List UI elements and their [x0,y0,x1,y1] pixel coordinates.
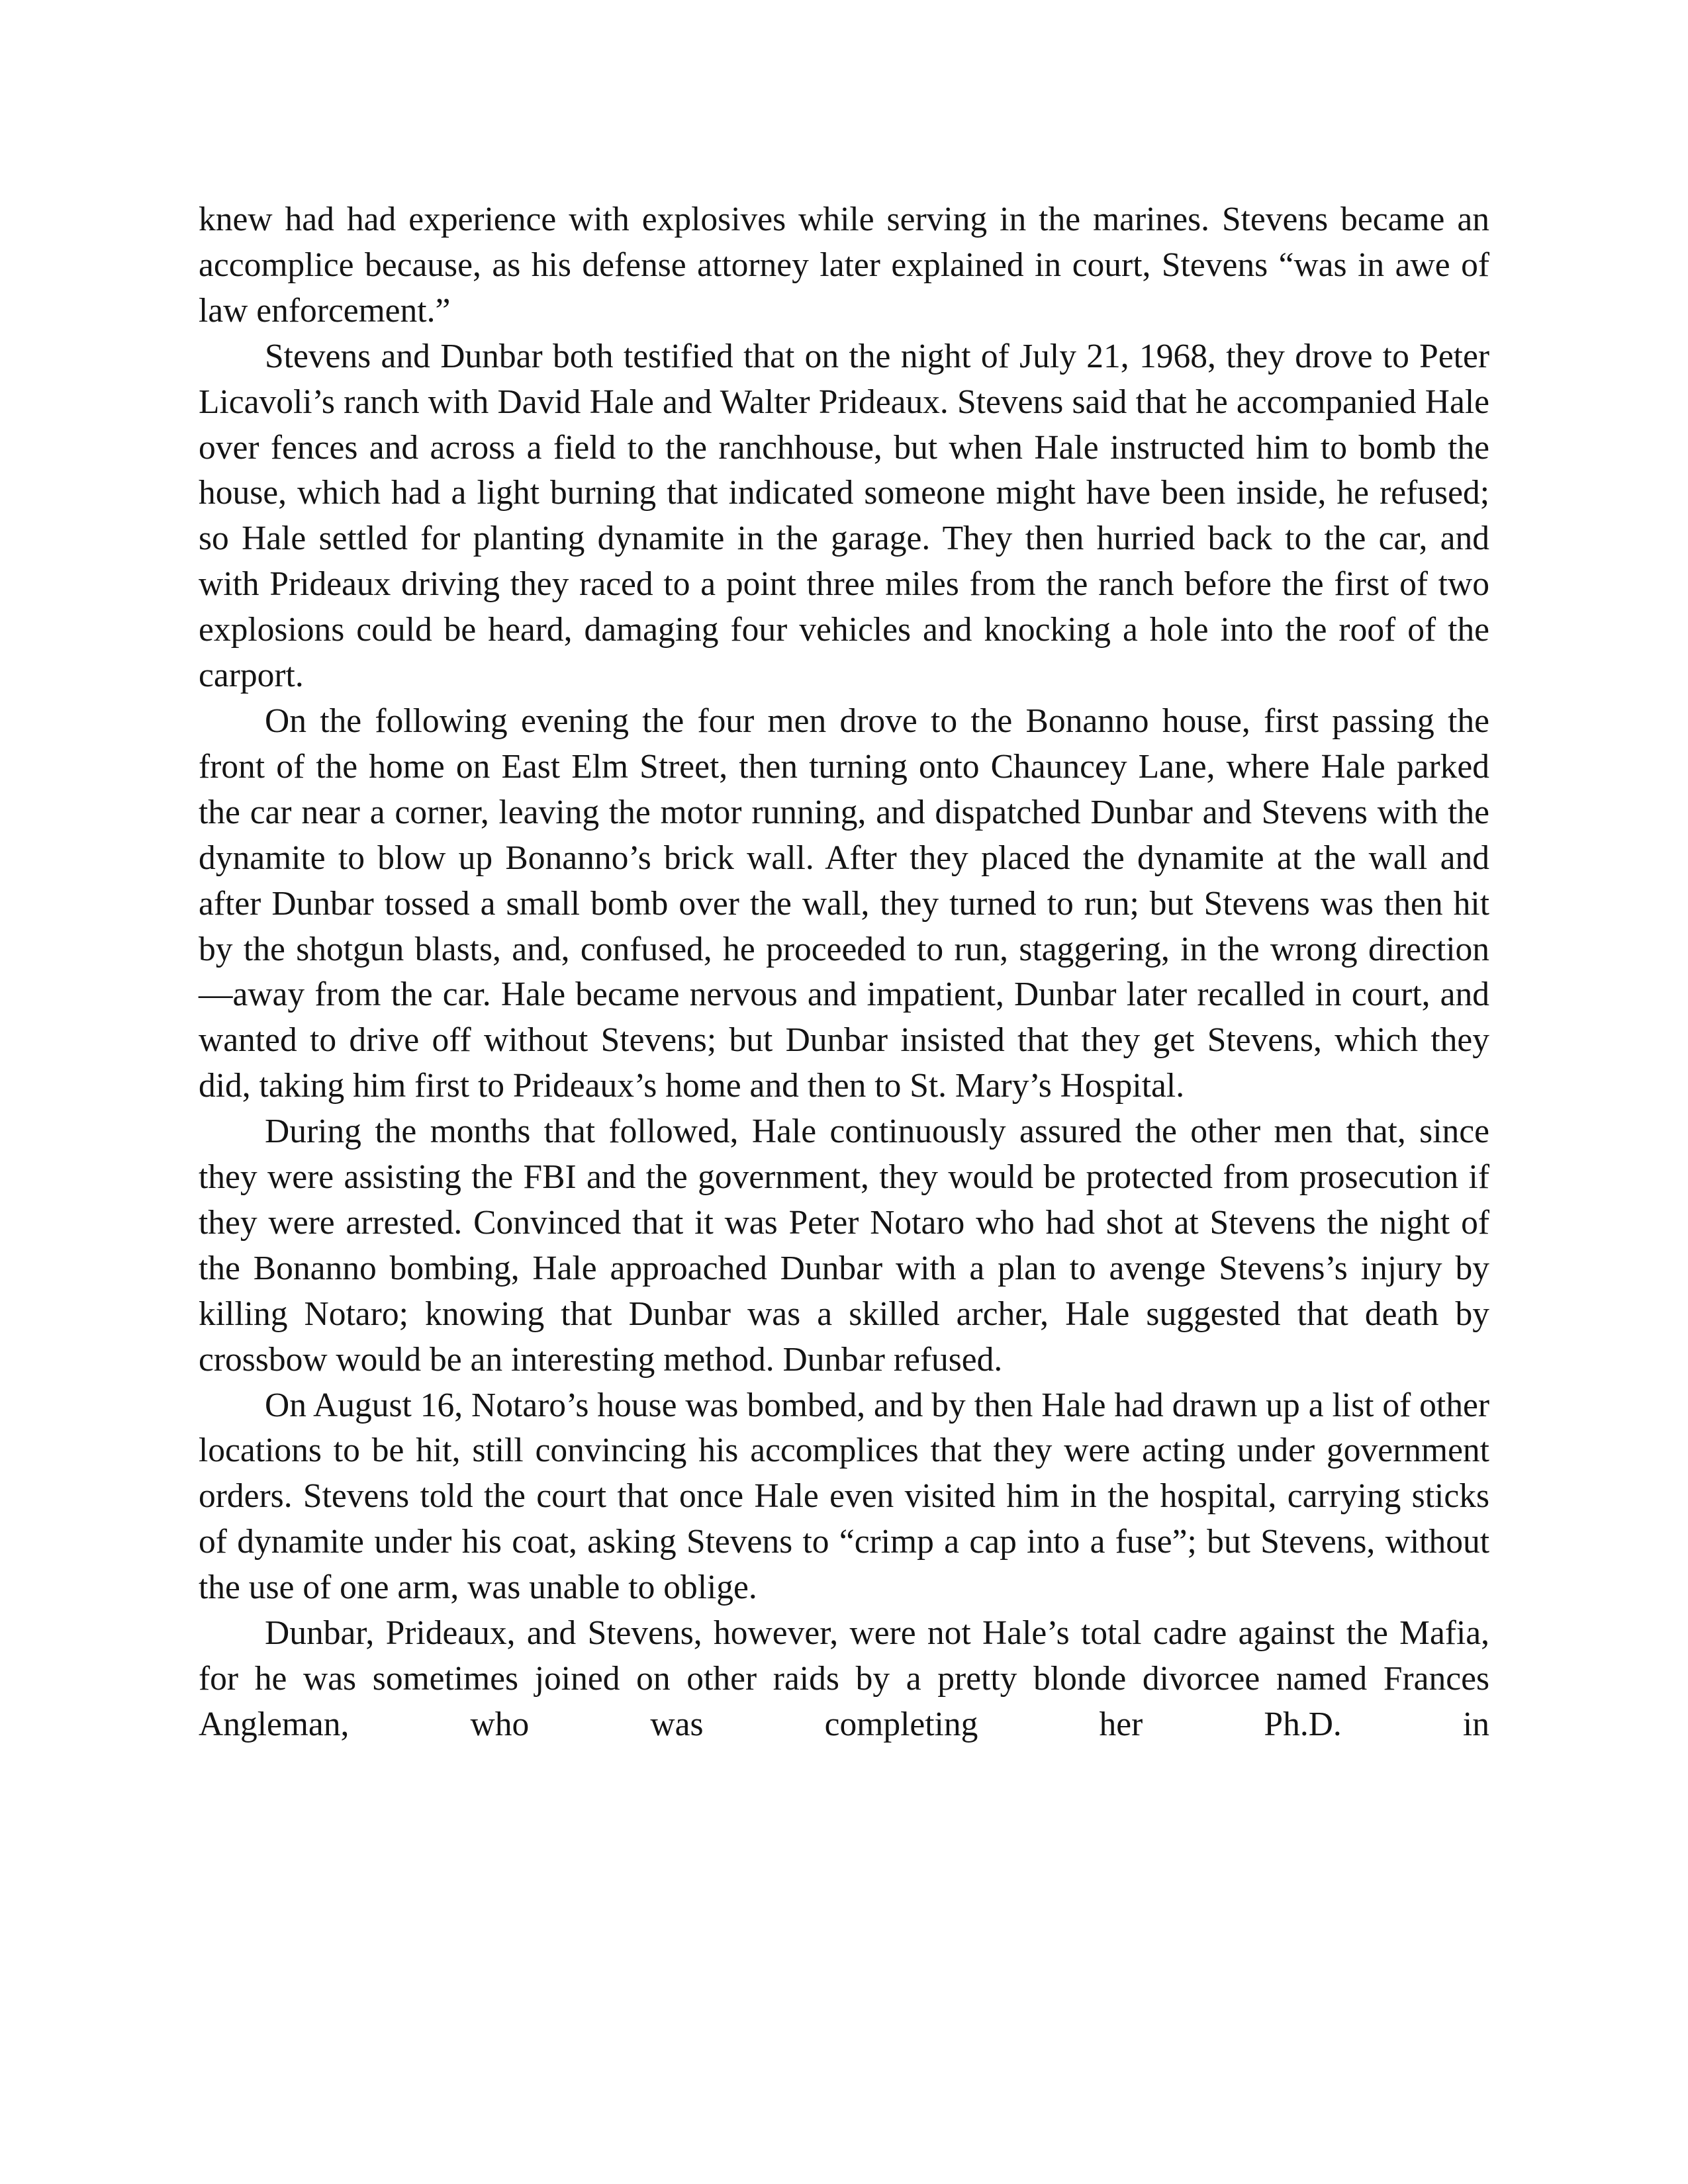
paragraph: On the following evening the four men drove to the Bonanno house, first passing the front of the home on East Elm Street, then turning onto Chauncey Lane, where Hale parked the car near a corner, leaving the motor running, and dispatched Dunbar and Stevens with the dynamite to blow up Bonanno’s brick wall. After they placed the dynamite at the wall and after Dunbar tossed a small bomb over the wall, they turned to run; but Stevens was then hit by the shotgun blasts, and, confused, he proceeded to run, staggering, in the wrong direction—away from the car. Hale became nervous and impatient, Dunbar later recalled in court, and wanted to drive off without Stevens; but Dunbar insisted that they get Stevens, which they did, taking him first to Prideaux’s home and then to St. Mary’s Hospital. [199,702,1489,1105]
paragraph-continued: knew had had experience with explosives while serving in the marines. Stevens became an accomplice because, as his defense attorney later explained in court, Stevens “was in awe of law enforcement.” [199,201,1489,330]
paragraph-continues: Dunbar, Prideaux, and Stevens, however, were not Hale’s total cadre against the Mafia, for he was sometimes joined on other raids by a pretty blonde divorcee named Frances Angleman, who was completing her Ph.D. in [199,1614,1489,1743]
paragraph: On August 16, Notaro’s house was bombed, and by then Hale had drawn up a list of other locations to be hit, still convincing his accomplices that they were acting under government orders. Stevens told the court that once Hale even visited him in the hospital, carrying sticks of dynamite under his coat, asking Stevens to “crimp a cap into a fuse”; but Stevens, without the use of one arm, was unable to oblige. [199,1386,1489,1607]
paragraph: Stevens and Dunbar both testified that on the night of July 21, 1968, they drove to Peter Licavoli’s ranch with David Hale and Walter Prideaux. Stevens said that he accompanied Hale over fences and across a field to the ranchhouse, but when Hale instructed him to bomb the house, which had a light burning that indicated someone might have been inside, he refused; so Hale settled for planting dynamite in the garage. They then hurried back to the car, and with Prideaux driving they raced to a point three miles from the ranch before the first of two explosions could be heard, damaging four vehicles and knocking a hole into the roof of the carport. [199,337,1489,695]
page-body [199,197,1489,1748]
paragraph: During the months that followed, Hale continuously assured the other men that, since they were assisting the FBI and the government, they would be protected from prosecution if they were arrested. Convinced that it was Peter Notaro who had shot at Stevens the night of the Bonanno bombing, Hale approached Dunbar with a plan to avenge Stevens’s injury by killing Notaro; knowing that Dunbar was a skilled archer, Hale suggested that death by crossbow would be an interesting method. Dunbar refused. [199,1113,1489,1379]
